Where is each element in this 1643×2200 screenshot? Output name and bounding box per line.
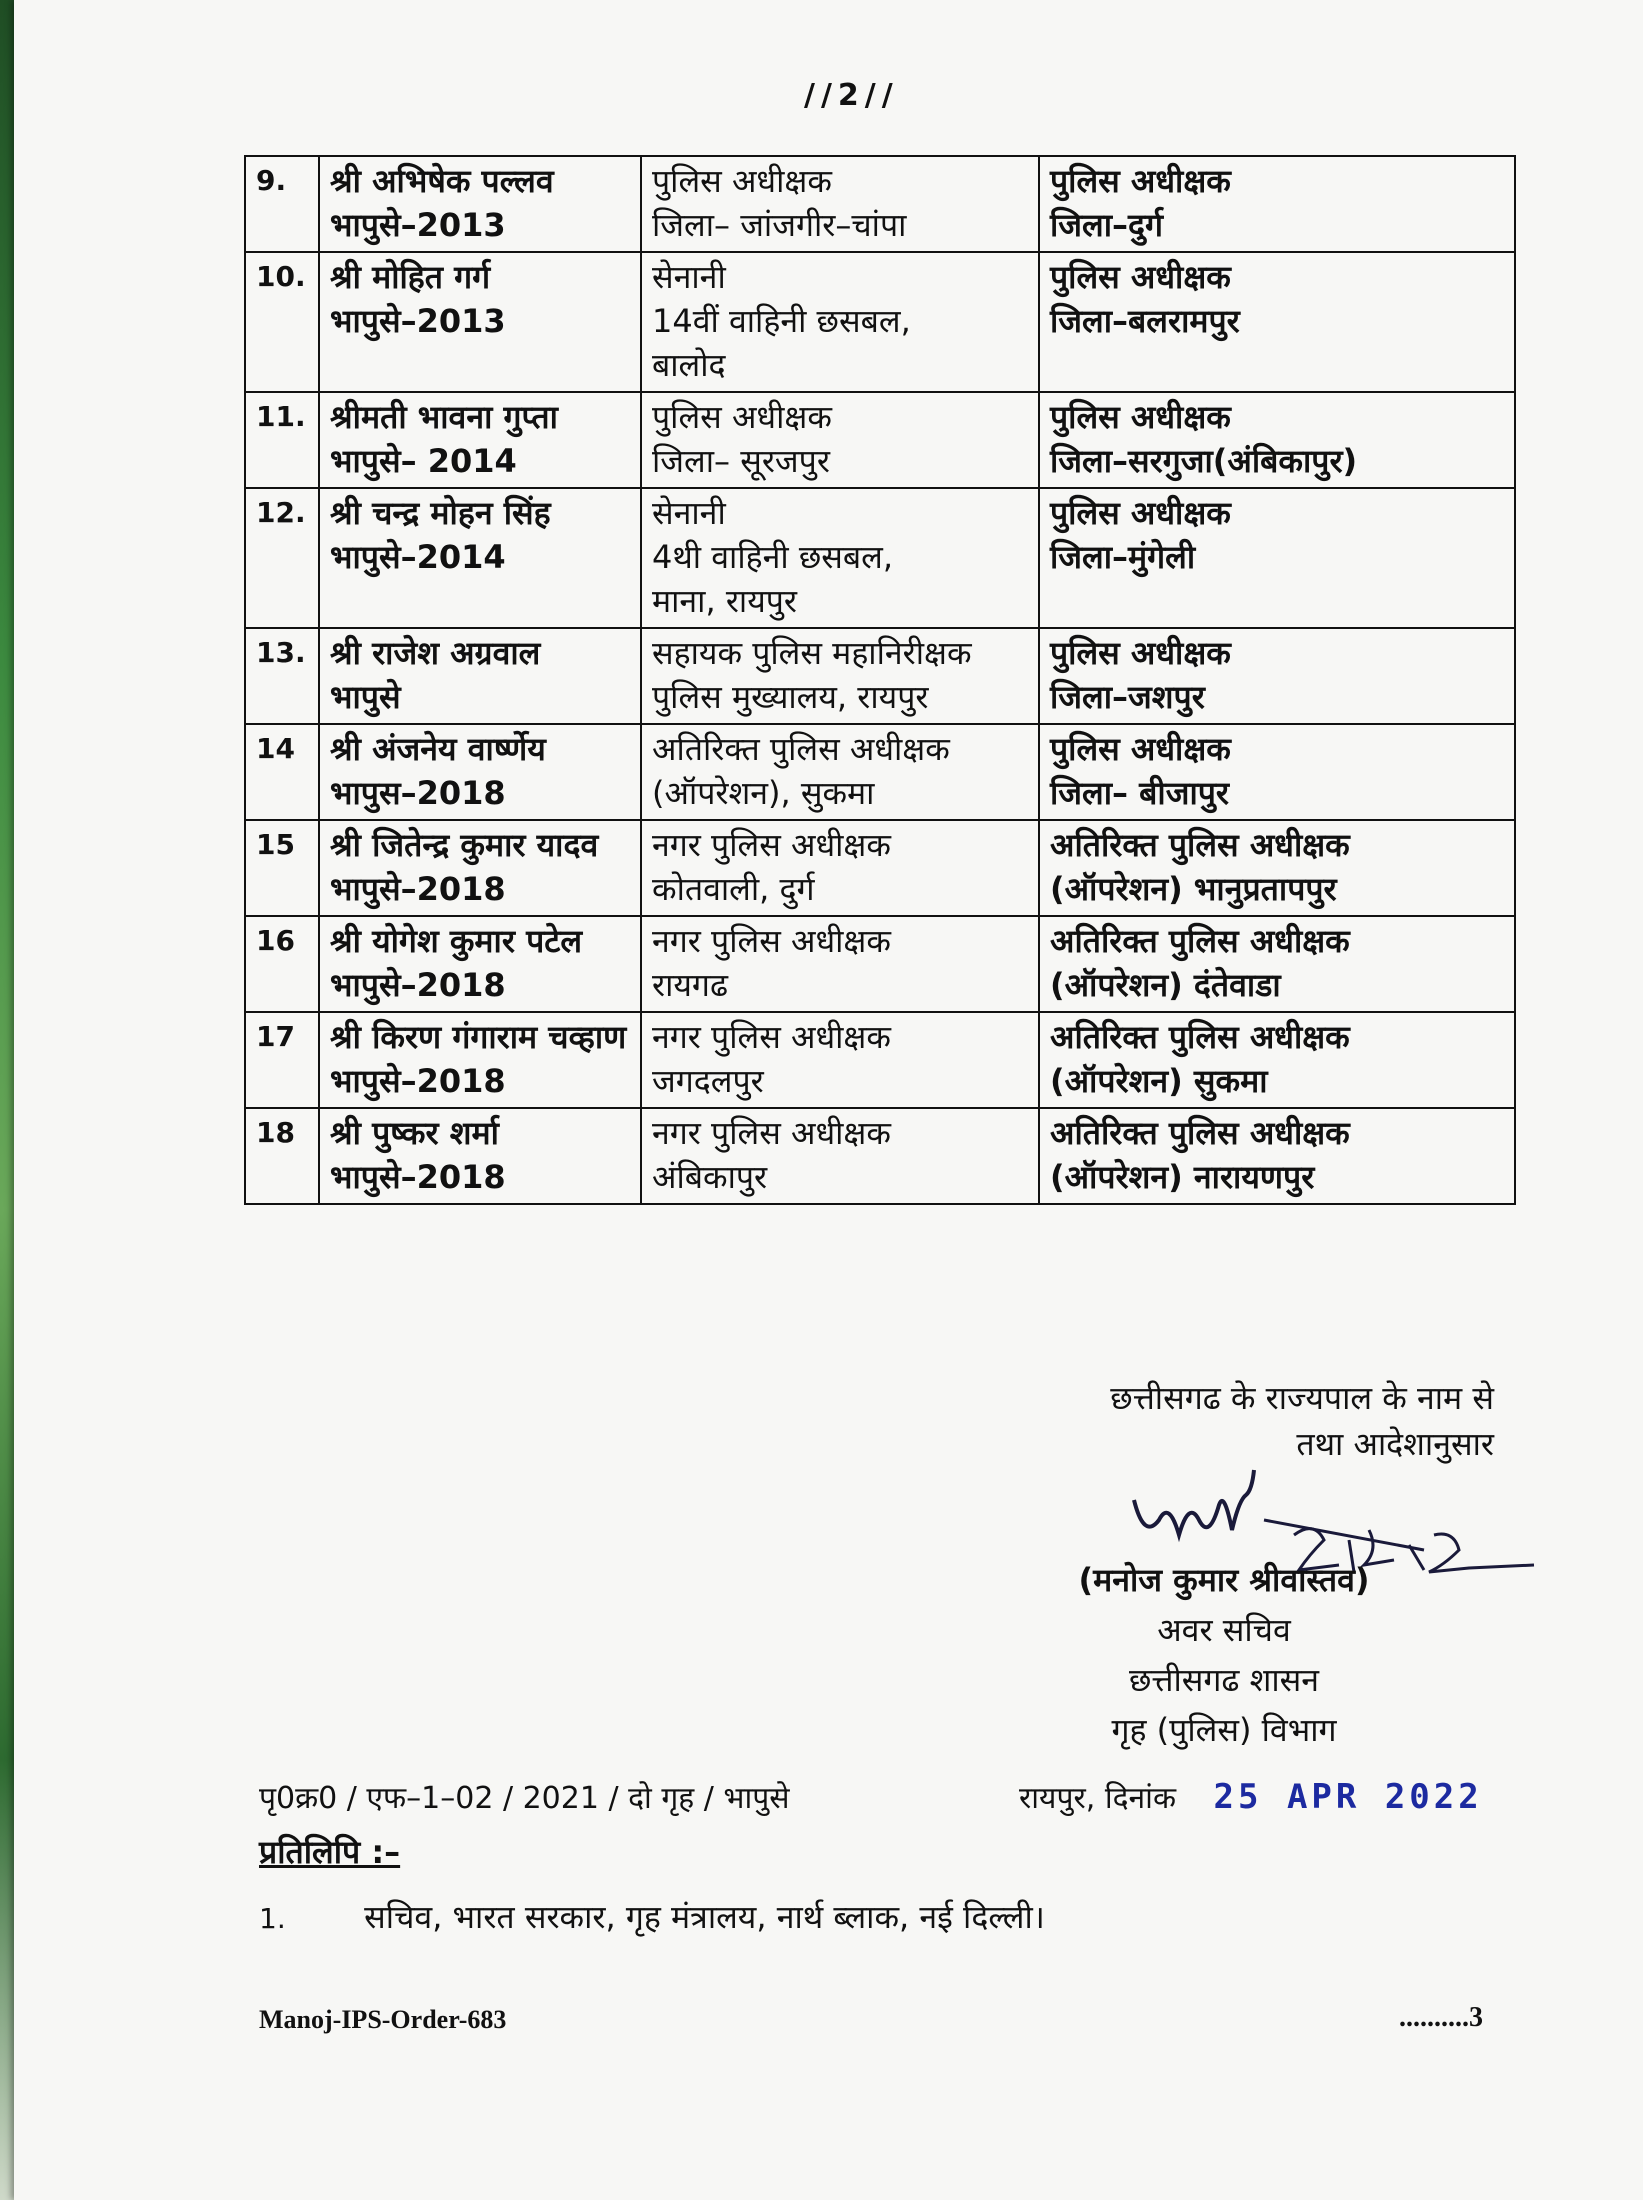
new-posting-line: अतिरिक्त पुलिस अधीक्षक <box>1050 826 1350 864</box>
new-posting-line: पुलिस अधीक्षक <box>1050 398 1231 436</box>
serial-number-cell: 12. <box>245 488 319 628</box>
table-row <box>245 1108 1515 1204</box>
new-posting-line: पुलिस अधीक्षक <box>1050 634 1231 672</box>
officer-batch-text: भापुसे–2018 <box>330 1062 506 1100</box>
officer-name-text: श्री जितेन्द्र कुमार यादव <box>330 826 599 864</box>
authority-line-1: छत्तीसगढ के राज्यपाल के नाम से <box>1110 1379 1494 1417</box>
officer-batch-text: भापुसे–2018 <box>330 870 506 908</box>
new-posting-cell <box>1039 1012 1515 1108</box>
new-posting-line: (ऑपरेशन) नारायणपुर <box>1050 1158 1315 1196</box>
new-posting-line: जिला–बलरामपुर <box>1050 302 1240 340</box>
officer-name-cell <box>319 1108 641 1204</box>
next-page-indicator: ..........3 <box>1399 2002 1483 2033</box>
file-reference: Manoj-IPS-Order-683 <box>259 2005 507 2034</box>
officer-batch-text: भापुसे–2013 <box>330 206 506 244</box>
officer-name-cell <box>319 488 641 628</box>
document-page <box>14 0 1643 2200</box>
current-posting-line: अंबिकापुर <box>652 1158 768 1196</box>
new-posting-cell <box>1039 392 1515 488</box>
current-posting-line: (ऑपरेशन), सुकमा <box>652 774 875 812</box>
new-posting-cell <box>1039 1108 1515 1204</box>
current-posting-line: नगर पुलिस अधीक्षक <box>652 1114 891 1152</box>
new-posting-cell <box>1039 488 1515 628</box>
new-posting-line: अतिरिक्त पुलिस अधीक्षक <box>1050 1114 1350 1152</box>
table-row <box>245 488 1515 628</box>
new-posting-line: जिला– बीजापुर <box>1050 774 1230 812</box>
current-posting-line: सेनानी <box>652 258 726 296</box>
current-posting-line: बालोद <box>652 346 726 384</box>
new-posting-line: पुलिस अधीक्षक <box>1050 162 1231 200</box>
place-date-label: रायपुर, दिनांक <box>1019 1781 1176 1816</box>
current-posting-cell <box>641 1108 1039 1204</box>
current-posting-line: जगदलपुर <box>652 1062 764 1100</box>
officer-name-cell <box>319 392 641 488</box>
table-row <box>245 1012 1515 1108</box>
new-posting-line: जिला–मुंगेली <box>1050 538 1196 576</box>
table-row <box>245 156 1515 252</box>
new-posting-line: पुलिस अधीक्षक <box>1050 258 1231 296</box>
new-posting-cell <box>1039 724 1515 820</box>
officer-name-text: श्री अभिषेक पल्लव <box>330 162 554 200</box>
officer-name-text: श्री चन्द्र मोहन सिंह <box>330 494 551 532</box>
new-posting-cell <box>1039 916 1515 1012</box>
current-posting-line: माना, रायपुर <box>652 582 798 620</box>
current-posting-line: जिला– जांजगीर–चांपा <box>652 206 907 244</box>
officer-name-text: श्री पुष्कर शर्मा <box>330 1114 499 1152</box>
officer-department: गृह (पुलिस) विभाग <box>1111 1711 1337 1749</box>
serial-number-cell: 11. <box>245 392 319 488</box>
new-posting-cell <box>1039 628 1515 724</box>
transfer-table <box>244 155 1516 1205</box>
current-posting-line: जिला– सूरजपुर <box>652 442 830 480</box>
officer-government: छत्तीसगढ शासन <box>1128 1661 1320 1699</box>
copy-item-text: सचिव, भारत सरकार, गृह मंत्रालय, नार्थ ब्लाक, नई दिल्ली। <box>364 1898 1045 1936</box>
officer-designation: अवर सचिव <box>1157 1611 1291 1649</box>
current-posting-line: सेनानी <box>652 494 726 532</box>
current-posting-line: पुलिस अधीक्षक <box>652 398 832 436</box>
new-posting-line: अतिरिक्त पुलिस अधीक्षक <box>1050 1018 1350 1056</box>
officer-name-text: श्री अंजनेय वार्ष्णेय <box>330 730 546 768</box>
current-posting-cell <box>641 1012 1039 1108</box>
officer-name-cell <box>319 916 641 1012</box>
table-row <box>245 724 1515 820</box>
current-posting-cell <box>641 252 1039 392</box>
current-posting-line: कोतवाली, दुर्ग <box>652 870 815 908</box>
copy-heading: प्रतिलिपि :– <box>259 1833 401 1871</box>
officer-batch-text: भापुसे–2018 <box>330 966 506 1004</box>
officer-name-text: श्रीमती भावना गुप्ता <box>330 398 558 436</box>
officer-name-cell <box>319 1012 641 1108</box>
officer-name-cell <box>319 252 641 392</box>
officer-batch-text: भापुसे–2014 <box>330 538 506 576</box>
table-row <box>245 916 1515 1012</box>
officer-name-cell <box>319 820 641 916</box>
current-posting-line: सहायक पुलिस महानिरीक्षक <box>652 634 972 672</box>
new-posting-line: पुलिस अधीक्षक <box>1050 730 1231 768</box>
table-row <box>245 392 1515 488</box>
authority-line-2: तथा आदेशानुसार <box>1296 1425 1494 1463</box>
current-posting-cell <box>641 820 1039 916</box>
reference-number: पृ0क्र0 / एफ–1–02 / 2021 / दो गृह / भापुसे <box>259 1781 790 1816</box>
officer-batch-text: भापुस–2018 <box>330 774 506 812</box>
current-posting-cell <box>641 916 1039 1012</box>
officer-block <box>1014 1555 1434 1755</box>
current-posting-line: नगर पुलिस अधीक्षक <box>652 1018 891 1056</box>
officer-name-text: श्री योगेश कुमार पटेल <box>330 922 583 960</box>
page-number: //2// <box>804 78 899 113</box>
new-posting-line: (ऑपरेशन) दंतेवाडा <box>1050 966 1281 1004</box>
serial-number-cell: 10. <box>245 252 319 392</box>
table-row <box>245 628 1515 724</box>
authority-block <box>974 1375 1494 1467</box>
officer-name: (मनोज कुमार श्रीवास्तव) <box>1078 1561 1370 1599</box>
current-posting-cell <box>641 628 1039 724</box>
officer-batch-text: भापुसे <box>330 678 401 716</box>
serial-number-cell: 15 <box>245 820 319 916</box>
new-posting-cell <box>1039 156 1515 252</box>
new-posting-line: जिला–दुर्ग <box>1050 206 1164 244</box>
place-date <box>1019 1776 1483 1817</box>
serial-number-cell: 18 <box>245 1108 319 1204</box>
copy-item-number: 1. <box>259 1902 286 1935</box>
date-stamp: 25 APR 2022 <box>1213 1777 1483 1817</box>
current-posting-line: रायगढ <box>652 966 728 1004</box>
new-posting-line: (ऑपरेशन) सुकमा <box>1050 1062 1268 1100</box>
officer-batch-text: भापुसे–2013 <box>330 302 506 340</box>
officer-batch-text: भापुसे– 2014 <box>330 442 517 480</box>
current-posting-cell <box>641 724 1039 820</box>
officer-name-text: श्री किरण गंगाराम चव्हाण <box>330 1018 627 1056</box>
current-posting-cell <box>641 392 1039 488</box>
serial-number-cell: 14 <box>245 724 319 820</box>
officer-batch-text: भापुसे–2018 <box>330 1158 506 1196</box>
transfer-table-body <box>245 156 1515 1204</box>
current-posting-line: 14वीं वाहिनी छसबल, <box>652 302 911 340</box>
new-posting-line: जिला–जशपुर <box>1050 678 1205 716</box>
officer-name-cell <box>319 156 641 252</box>
current-posting-line: नगर पुलिस अधीक्षक <box>652 826 891 864</box>
officer-name-cell <box>319 628 641 724</box>
current-posting-line: पुलिस अधीक्षक <box>652 162 832 200</box>
serial-number-cell: 16 <box>245 916 319 1012</box>
current-posting-line: अतिरिक्त पुलिस अधीक्षक <box>652 730 950 768</box>
new-posting-cell <box>1039 820 1515 916</box>
officer-name-text: श्री मोहित गर्ग <box>330 258 491 296</box>
copy-item <box>259 1895 1045 1938</box>
current-posting-line: नगर पुलिस अधीक्षक <box>652 922 891 960</box>
new-posting-line: पुलिस अधीक्षक <box>1050 494 1231 532</box>
serial-number-cell: 13. <box>245 628 319 724</box>
new-posting-cell <box>1039 252 1515 392</box>
new-posting-line: (ऑपरेशन) भानुप्रतापपुर <box>1050 870 1337 908</box>
officer-name-text: श्री राजेश अग्रवाल <box>330 634 541 672</box>
new-posting-line: जिला–सरगुजा(अंबिकापुर) <box>1050 442 1358 480</box>
serial-number-cell: 17 <box>245 1012 319 1108</box>
current-posting-line: 4थी वाहिनी छसबल, <box>652 538 894 576</box>
current-posting-line: पुलिस मुख्यालय, रायपुर <box>652 678 929 716</box>
table-row <box>245 252 1515 392</box>
serial-number-cell: 9. <box>245 156 319 252</box>
current-posting-cell <box>641 156 1039 252</box>
officer-name-cell <box>319 724 641 820</box>
table-row <box>245 820 1515 916</box>
current-posting-cell <box>641 488 1039 628</box>
new-posting-line: अतिरिक्त पुलिस अधीक्षक <box>1050 922 1350 960</box>
